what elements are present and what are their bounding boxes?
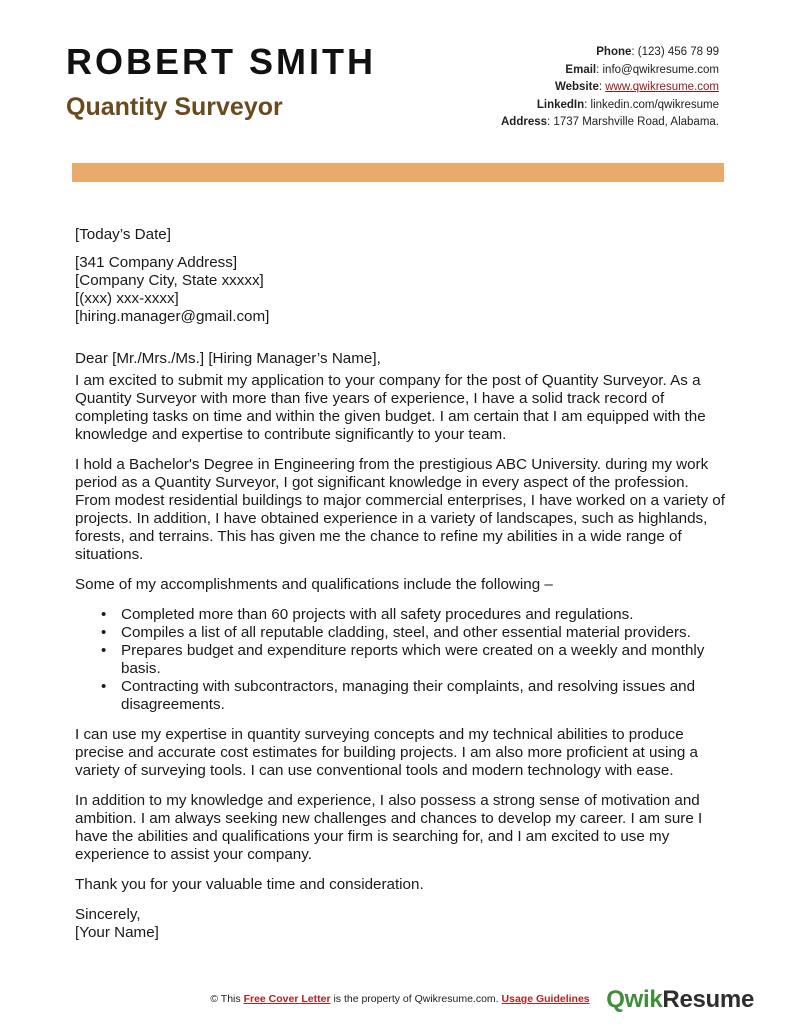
usage-guidelines-link[interactable]: Usage Guidelines: [501, 993, 590, 1005]
bullet-icon: •: [101, 606, 107, 623]
paragraph-intro: I am excited to submit my application to your company for the post of Quantity Surveyor. As a Quantity Surveyor with more than five years of experience, I have a solid track record of completing tasks on time and within the given budget. I am certain that I am equipped with the knowledge and expertise to contribute significantly to your team.: [75, 372, 706, 443]
list-item-text: Contracting with subcontractors, managing their complaints, and resolving issues and disagreements.: [121, 678, 696, 713]
bullet-icon: •: [101, 678, 107, 695]
contact-label: Website: [554, 81, 599, 93]
accomplishments-list: [75, 606, 725, 714]
closing: Sincerely,: [75, 906, 141, 923]
contact-phone: Phone: (123) 456 78 99: [596, 46, 719, 58]
contact-value: (123) 456 78 99: [637, 46, 719, 58]
contact-label: Email: [565, 63, 597, 76]
footer-middle: is the property of Qwikresume.com.: [333, 993, 499, 1005]
website-link[interactable]: www.qwikresume.com: [605, 81, 719, 93]
list-item: [75, 678, 725, 714]
list-item-text: Prepares budget and expenditure reports which were created on a weekly and monthly basis.: [121, 642, 705, 677]
job-title: Quantity Surveyor: [66, 93, 283, 121]
paragraph-education: I hold a Bachelor's Degree in Engineering from the prestigious ABC University. during my work period as a Quantity Surveyor, I got significant knowledge in every aspect of the profession. From modest residential buildings to major commercial enterprises, I have worked on a variety of projects. In addition, I have obtained experience in a variety of landscapes, such as highlands, forests, and terrains. This has given me the chance to refine my abilities in a wide range of situations.: [75, 456, 725, 563]
qwikresume-logo[interactable]: [606, 988, 754, 1012]
contact-value: linkedin.com/qwikresume: [590, 98, 719, 111]
paragraph-skills: I can use my expertise in quantity surveying concepts and my technical abilities to produce precise and accurate cost estimates for building projects. I am also more proficient at using a variety of surveying tools. I can use conventional tools and modern technology with ease.: [75, 726, 698, 779]
logo-part-resume: Resume: [662, 986, 754, 1013]
contact-value: 1737 Marshville Road, Alabama.: [553, 116, 719, 128]
list-item: [75, 624, 725, 642]
footer-prefix: © This: [210, 993, 241, 1005]
address-line: [Company City, State xxxxx]: [75, 272, 264, 289]
bullet-icon: •: [101, 642, 107, 659]
contact-label: Phone: [596, 46, 632, 58]
address-line: [341 Company Address]: [75, 254, 238, 271]
list-item-text: Compiles a list of all reputable cladding, steel, and other essential material providers.: [121, 624, 691, 641]
salutation: Dear [Mr./Mrs./Ms.] [Hiring Manager’s Name],: [75, 350, 381, 367]
header-divider-band: [72, 163, 724, 182]
free-cover-letter-link[interactable]: Free Cover Letter: [243, 993, 331, 1005]
contact-email: Email: info@qwikresume.com: [565, 63, 719, 76]
contact-label: Address: [501, 116, 548, 128]
letter-date: [Today’s Date]: [75, 226, 171, 243]
paragraph-motivation: In addition to my knowledge and experience, I also possess a strong sense of motivation and ambition. I am always seeking new challenges and chances to develop my career. I am sure I have the abilities and qualifications your firm is searching for, and I am excited to use my experience to assist your company.: [75, 792, 703, 863]
bullet-icon: •: [101, 624, 107, 641]
list-item: [75, 642, 725, 678]
signature: [Your Name]: [75, 924, 159, 941]
contact-website: Website: www.qwikresume.com: [554, 81, 719, 93]
list-intro: Some of my accomplishments and qualifications include the following –: [75, 576, 553, 593]
thanks-line: Thank you for your valuable time and consideration.: [75, 876, 424, 893]
list-item: [75, 606, 725, 624]
letter-body: [75, 226, 725, 942]
candidate-name: ROBERT SMITH: [66, 41, 376, 82]
list-item-text: Completed more than 60 projects with all safety procedures and regulations.: [121, 606, 634, 623]
contact-label: LinkedIn: [536, 98, 585, 111]
contact-address: Address: 1737 Marshville Road, Alabama.: [501, 116, 719, 128]
contact-info: [501, 44, 719, 132]
logo-part-qwik: Qwik: [606, 986, 663, 1013]
contact-linkedin: LinkedIn: linkedin.com/qwikresume: [536, 98, 719, 111]
address-line: [hiring.manager@gmail.com]: [75, 308, 270, 325]
contact-value: info@qwikresume.com: [602, 63, 719, 76]
address-line: [(xxx) xxx-xxxx]: [75, 290, 179, 307]
